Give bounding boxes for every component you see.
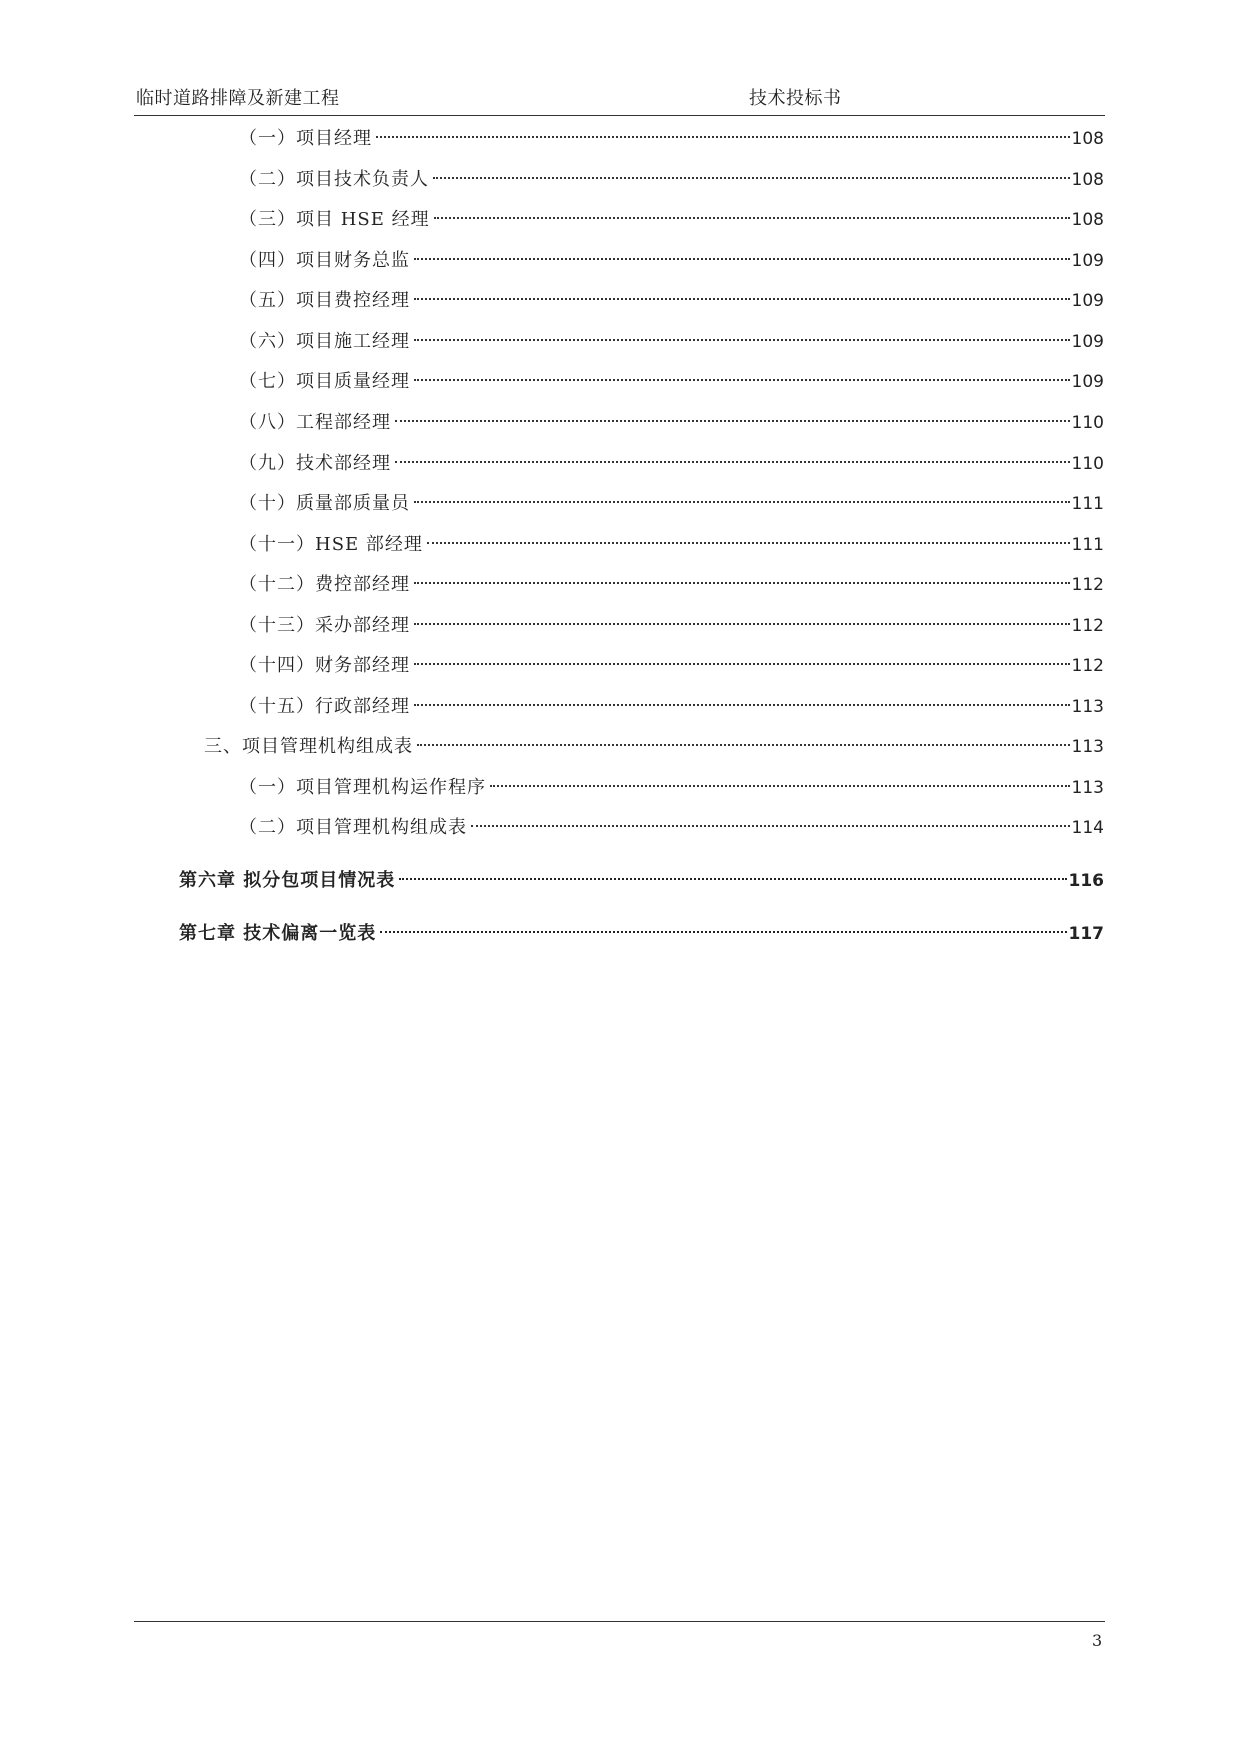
toc-entry[interactable] — [239, 564, 1104, 598]
toc-entry-title: （十一）HSE 部经理 — [239, 534, 423, 555]
toc-leader-dots — [376, 118, 1070, 144]
toc-entry-title: （四）项目财务总监 — [239, 250, 410, 271]
toc-entry-title: （一）项目管理机构运作程序 — [239, 777, 486, 798]
toc-entry[interactable] — [239, 361, 1104, 395]
toc-entry-page: 112 — [1071, 656, 1104, 676]
toc-entry-page: 108 — [1071, 129, 1104, 149]
toc-leader-dots — [414, 686, 1070, 712]
toc-entry-page: 113 — [1071, 697, 1104, 717]
toc-entry-title: （九）技术部经理 — [239, 453, 391, 474]
toc-entry[interactable] — [239, 118, 1104, 152]
toc-entry-page: 112 — [1071, 616, 1104, 636]
toc-leader-dots — [414, 605, 1070, 631]
toc-entry-page: 112 — [1071, 575, 1104, 595]
toc-entry-page: 113 — [1071, 737, 1104, 757]
header-document-type: 技术投标书 — [749, 88, 842, 109]
page-number: 3 — [1092, 1631, 1103, 1650]
toc-entry-title: （八）工程部经理 — [239, 412, 391, 433]
toc-entry[interactable] — [239, 199, 1104, 233]
toc-leader-dots — [433, 159, 1070, 185]
toc-entry-title: （五）项目费控经理 — [239, 290, 410, 311]
toc-leader-dots — [417, 726, 1070, 752]
toc-chapter-entry[interactable] — [179, 913, 1104, 947]
toc-entry-page: 110 — [1071, 454, 1104, 474]
toc-entry[interactable] — [239, 645, 1104, 679]
toc-entry-page: 109 — [1071, 251, 1104, 271]
toc-chapter-entry[interactable] — [179, 860, 1104, 894]
toc-entry-page: 114 — [1071, 818, 1104, 838]
toc-entry[interactable] — [239, 807, 1104, 841]
toc-entry-title: （三）项目 HSE 经理 — [239, 209, 430, 230]
toc-entry-title: （十四）财务部经理 — [239, 655, 410, 676]
toc-leader-dots — [414, 645, 1070, 671]
toc-leader-dots — [414, 483, 1070, 509]
toc-entry[interactable] — [204, 726, 1104, 760]
toc-leader-dots — [414, 280, 1070, 306]
toc-leader-dots — [399, 860, 1066, 886]
toc-entry[interactable] — [239, 767, 1104, 801]
toc-entry[interactable] — [239, 524, 1104, 558]
toc-entry-page: 108 — [1071, 210, 1104, 230]
toc-entry-title: （十）质量部质量员 — [239, 493, 410, 514]
toc-leader-dots — [395, 402, 1070, 428]
toc-entry-title: （二）项目管理机构组成表 — [239, 817, 467, 838]
header-project-title: 临时道路排障及新建工程 — [136, 88, 340, 109]
toc-entry-title: （六）项目施工经理 — [239, 331, 410, 352]
toc-entry-title: （十三）采办部经理 — [239, 615, 410, 636]
toc-entry-title: 三、项目管理机构组成表 — [204, 736, 413, 757]
header-divider — [134, 115, 1105, 116]
toc-entry-page: 117 — [1068, 924, 1104, 944]
toc-leader-dots — [414, 361, 1070, 387]
toc-entry[interactable] — [239, 240, 1104, 274]
page-header — [134, 86, 1104, 114]
toc-entry-title: （二）项目技术负责人 — [239, 169, 429, 190]
toc-leader-dots — [395, 443, 1070, 469]
toc-leader-dots — [490, 767, 1070, 793]
toc-entry[interactable] — [239, 280, 1104, 314]
toc-entry-title: 第六章 拟分包项目情况表 — [179, 870, 396, 891]
toc-entry-page: 109 — [1071, 332, 1104, 352]
toc-entry-page: 109 — [1071, 372, 1104, 392]
toc-entry-title: （十二）费控部经理 — [239, 574, 410, 595]
toc-entry[interactable] — [239, 402, 1104, 436]
toc-entry-page: 113 — [1071, 778, 1104, 798]
toc-entry-page: 111 — [1071, 494, 1104, 514]
toc-entry-title: （七）项目质量经理 — [239, 371, 410, 392]
toc-leader-dots — [380, 913, 1066, 939]
footer-divider — [134, 1621, 1105, 1622]
toc-leader-dots — [434, 199, 1070, 225]
toc-entry[interactable] — [239, 321, 1104, 355]
toc-leader-dots — [427, 524, 1070, 550]
toc-entry[interactable] — [239, 483, 1104, 517]
toc-entry-page: 111 — [1071, 535, 1104, 555]
toc-entry[interactable] — [239, 159, 1104, 193]
toc-entry[interactable] — [239, 686, 1104, 720]
toc-leader-dots — [414, 321, 1070, 347]
toc-entry-page: 109 — [1071, 291, 1104, 311]
toc-entry[interactable] — [239, 605, 1104, 639]
toc-leader-dots — [414, 240, 1070, 266]
toc-entry-title: （一）项目经理 — [239, 128, 372, 149]
toc-entry-page: 110 — [1071, 413, 1104, 433]
toc-entry-title: 第七章 技术偏离一览表 — [179, 923, 377, 944]
toc-entry-page: 108 — [1071, 170, 1104, 190]
toc-leader-dots — [471, 807, 1070, 833]
toc-entry-page: 116 — [1068, 871, 1104, 891]
toc-entry[interactable] — [239, 443, 1104, 477]
toc-entry-title: （十五）行政部经理 — [239, 696, 410, 717]
toc-leader-dots — [414, 564, 1070, 590]
